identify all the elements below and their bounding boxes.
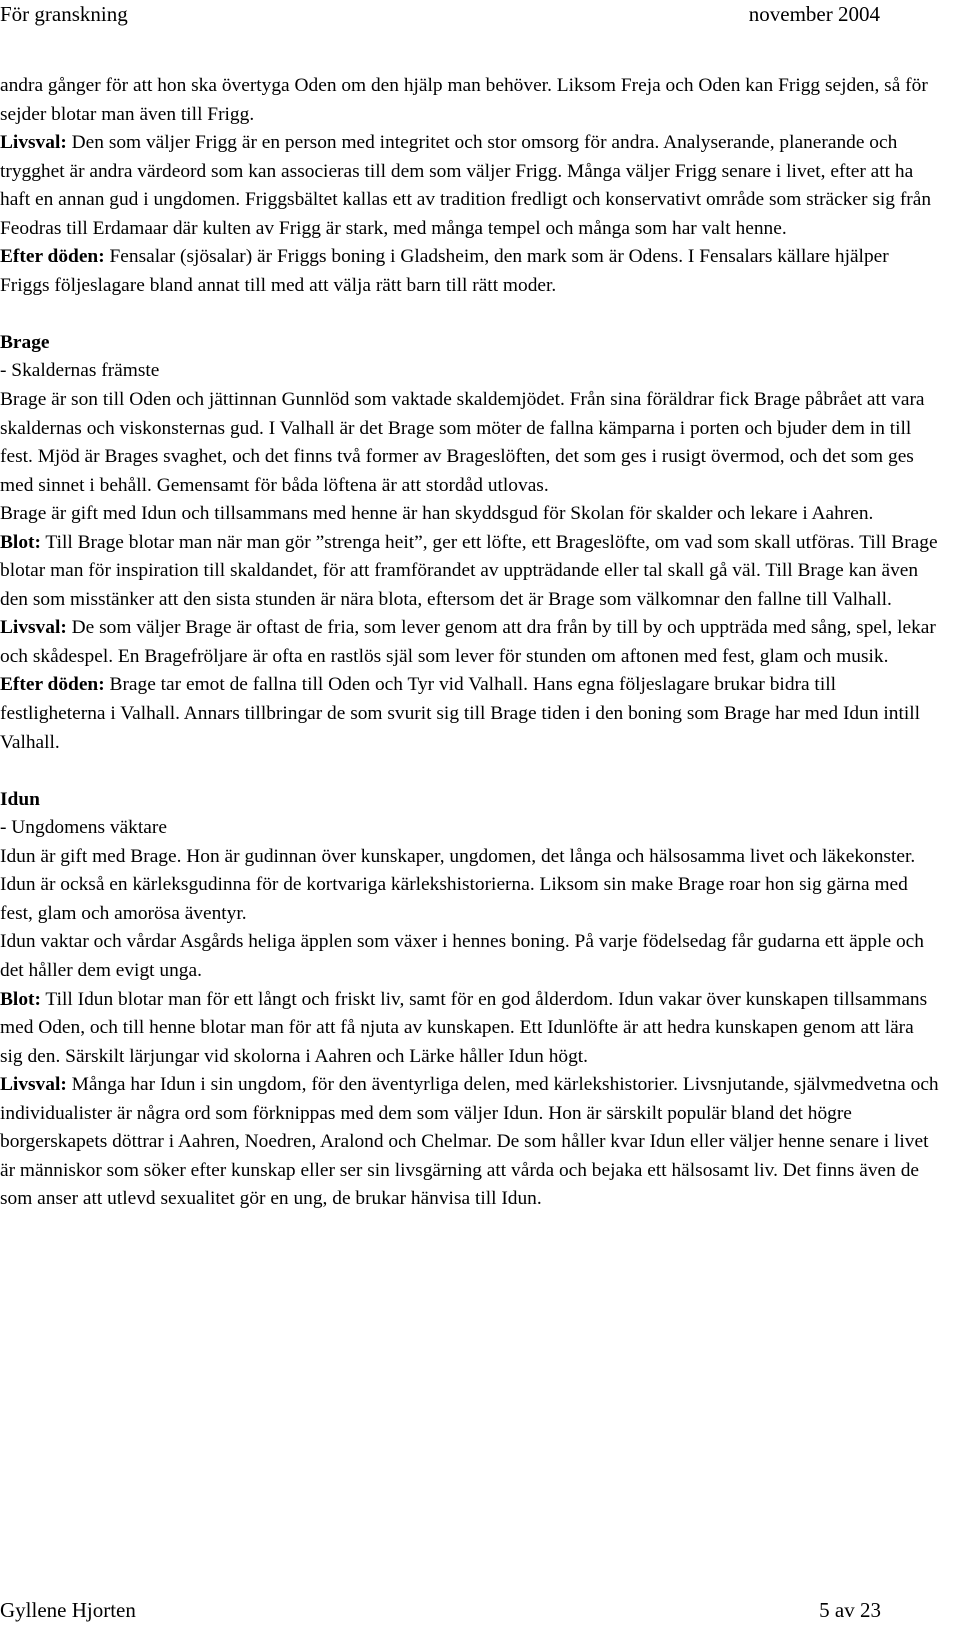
- livsval-label: Livsval:: [0, 132, 67, 154]
- idun-heading: Idun: [0, 788, 40, 810]
- efter-doden-label: Efter döden:: [0, 246, 105, 268]
- brage-efter-doden-paragraph: Efter döden: Brage tar emot de fallna till Oden och Tyr vid Valhall. Hans egna följeslagare brukar bidra till festligheterna i Valhall. Annars tillbringar de som svurit sig till Brage tiden i den boning som Brage har med Idun intill Valhall.: [0, 674, 920, 753]
- brage-heading: Brage: [0, 331, 50, 353]
- livsval-label: Livsval:: [0, 1074, 67, 1096]
- header-status: För granskning: [0, 2, 128, 26]
- frigg-livsval-paragraph: Livsval: Den som väljer Frigg är en person med integritet och stor omsorg för andra. Analyserande, planerande och trygghet är andra värdeord som kan associeras till dem som väljer Frigg. Många väljer Frigg senare i livet, efter att ha haft en annan gud i ungdomen. Friggsbältet kallas ett av tradition fredligt och konservativt område som sträcker sig från Feodras till Erdamaar där kulten av Frigg är stark, med många tempel och många som har valt henne.: [0, 132, 932, 239]
- idun-livsval-paragraph: Livsval: Många har Idun i sin ungdom, för den äventyrliga delen, med kärlekshistorier. Livsnjutande, självmedvetna och individualister är några ord som förknippas med dem som väljer Idun. Hon är särskilt populär bland det högre borgerskapets döttrar i Aahren, Noedren, Aralond och Chelmar. De som håller kvar Idun eller väljer henne senare i livet är människor som söker efter kunskap eller ser sin livsgärning att vårda och bejaka ett hälsosamt liv. Det finns även de som anser att utlevd sexualitet gör en ung, de brukar hänvisa till Idun.: [0, 1074, 939, 1210]
- header-date: november 2004: [748, 2, 880, 26]
- efter-doden-label: Efter döden:: [0, 674, 105, 696]
- document-body: [0, 72, 940, 1214]
- frigg-efter-doden-paragraph: Efter döden: Fensalar (sjösalar) är Friggs boning i Gladsheim, den mark som är Odens. I Fensalars källare hjälper Friggs följeslagare bland annat till med att välja rätt barn till rätt moder.: [0, 246, 889, 296]
- idun-blot-paragraph: Blot: Till Idun blotar man för ett långt och friskt liv, samt för en god ålderdom. Idun vakar över kunskapen tillsammans med Oden, och till henne blotar man för att få njuta av kunskapen. Ett Idunlöfte är att hedra kunskapen genom att lära sig den. Särskilt lärjungar vid skolorna i Aahren och Lärke håller Idun högt.: [0, 988, 928, 1067]
- idun-paragraph-2: Idun vaktar och vårdar Asgårds heliga äpplen som växer i hennes boning. På varje födelsedag får gudarna ett äpple och det håller dem evigt unga.: [0, 931, 924, 981]
- page-number: 5 av 23: [819, 1598, 881, 1622]
- blot-label: Blot:: [0, 531, 41, 553]
- frigg-intro-paragraph: andra gånger för att hon ska övertyga Oden om den hjälp man behöver. Liksom Freja och Oden kan Frigg sejden, så för sejder blotar man även till Frigg.: [0, 75, 928, 125]
- brage-paragraph-1: Brage är son till Oden och jättinnan Gunnlöd som vaktade skaldemjödet. Från sina föräldrar fick Brage påbrået att vara skaldernas och viskonsternas gud. I Valhall är det Brage som möter de fallna kämparna i porten och bjuder dem in till fest. Mjöd är Brages svaghet, och det finns två former av Brageslöften, det som ges i rusigt övermod, och det som ges med sinnet i behåll. Gemensamt för båda löftena är att stordåd utlovas.: [0, 389, 925, 496]
- brage-subtitle: - Skaldernas främste: [0, 360, 160, 382]
- livsval-label: Livsval:: [0, 617, 67, 639]
- brage-livsval-paragraph: Livsval: De som väljer Brage är oftast de fria, som lever genom att dra från by till by och uppträda med sång, spel, lekar och skådespel. En Bragefröljare är ofta en rastlös själ som lever för stunden om aftonen med fest, glam och musik.: [0, 617, 936, 667]
- idun-subtitle: - Ungdomens väktare: [0, 817, 167, 839]
- brage-paragraph-2: Brage är gift med Idun och tillsammans med henne är han skyddsgud för Skolan för skalder och lekare i Aahren.: [0, 503, 874, 525]
- page-footer: [0, 1590, 960, 1624]
- footer-title: Gyllene Hjorten: [0, 1598, 136, 1622]
- page-header: [0, 0, 960, 34]
- brage-blot-paragraph: Blot: Till Brage blotar man när man gör ”strenga heit”, ger ett löfte, ett Brageslöfte, om vad som skall utföras. Till Brage blotar man för inspiration till skaldandet, för att framförandet av uppträdande eller tal skall gå väl. Till Brage kan även den som misstänker att den sista stunden är nära blota, eftersom det är Brage som välkomnar den fallne till Valhall.: [0, 531, 938, 610]
- blot-label: Blot:: [0, 988, 41, 1010]
- idun-paragraph-1: Idun är gift med Brage. Hon är gudinnan över kunskaper, ungdomen, det långa och hälsosamma livet och läkekonster. Idun är också en kärleksgudinna för de kortvariga kärlekshistorierna. Liksom sin make Brage roar hon sig gärna med fest, glam och amorösa äventyr.: [0, 845, 916, 924]
